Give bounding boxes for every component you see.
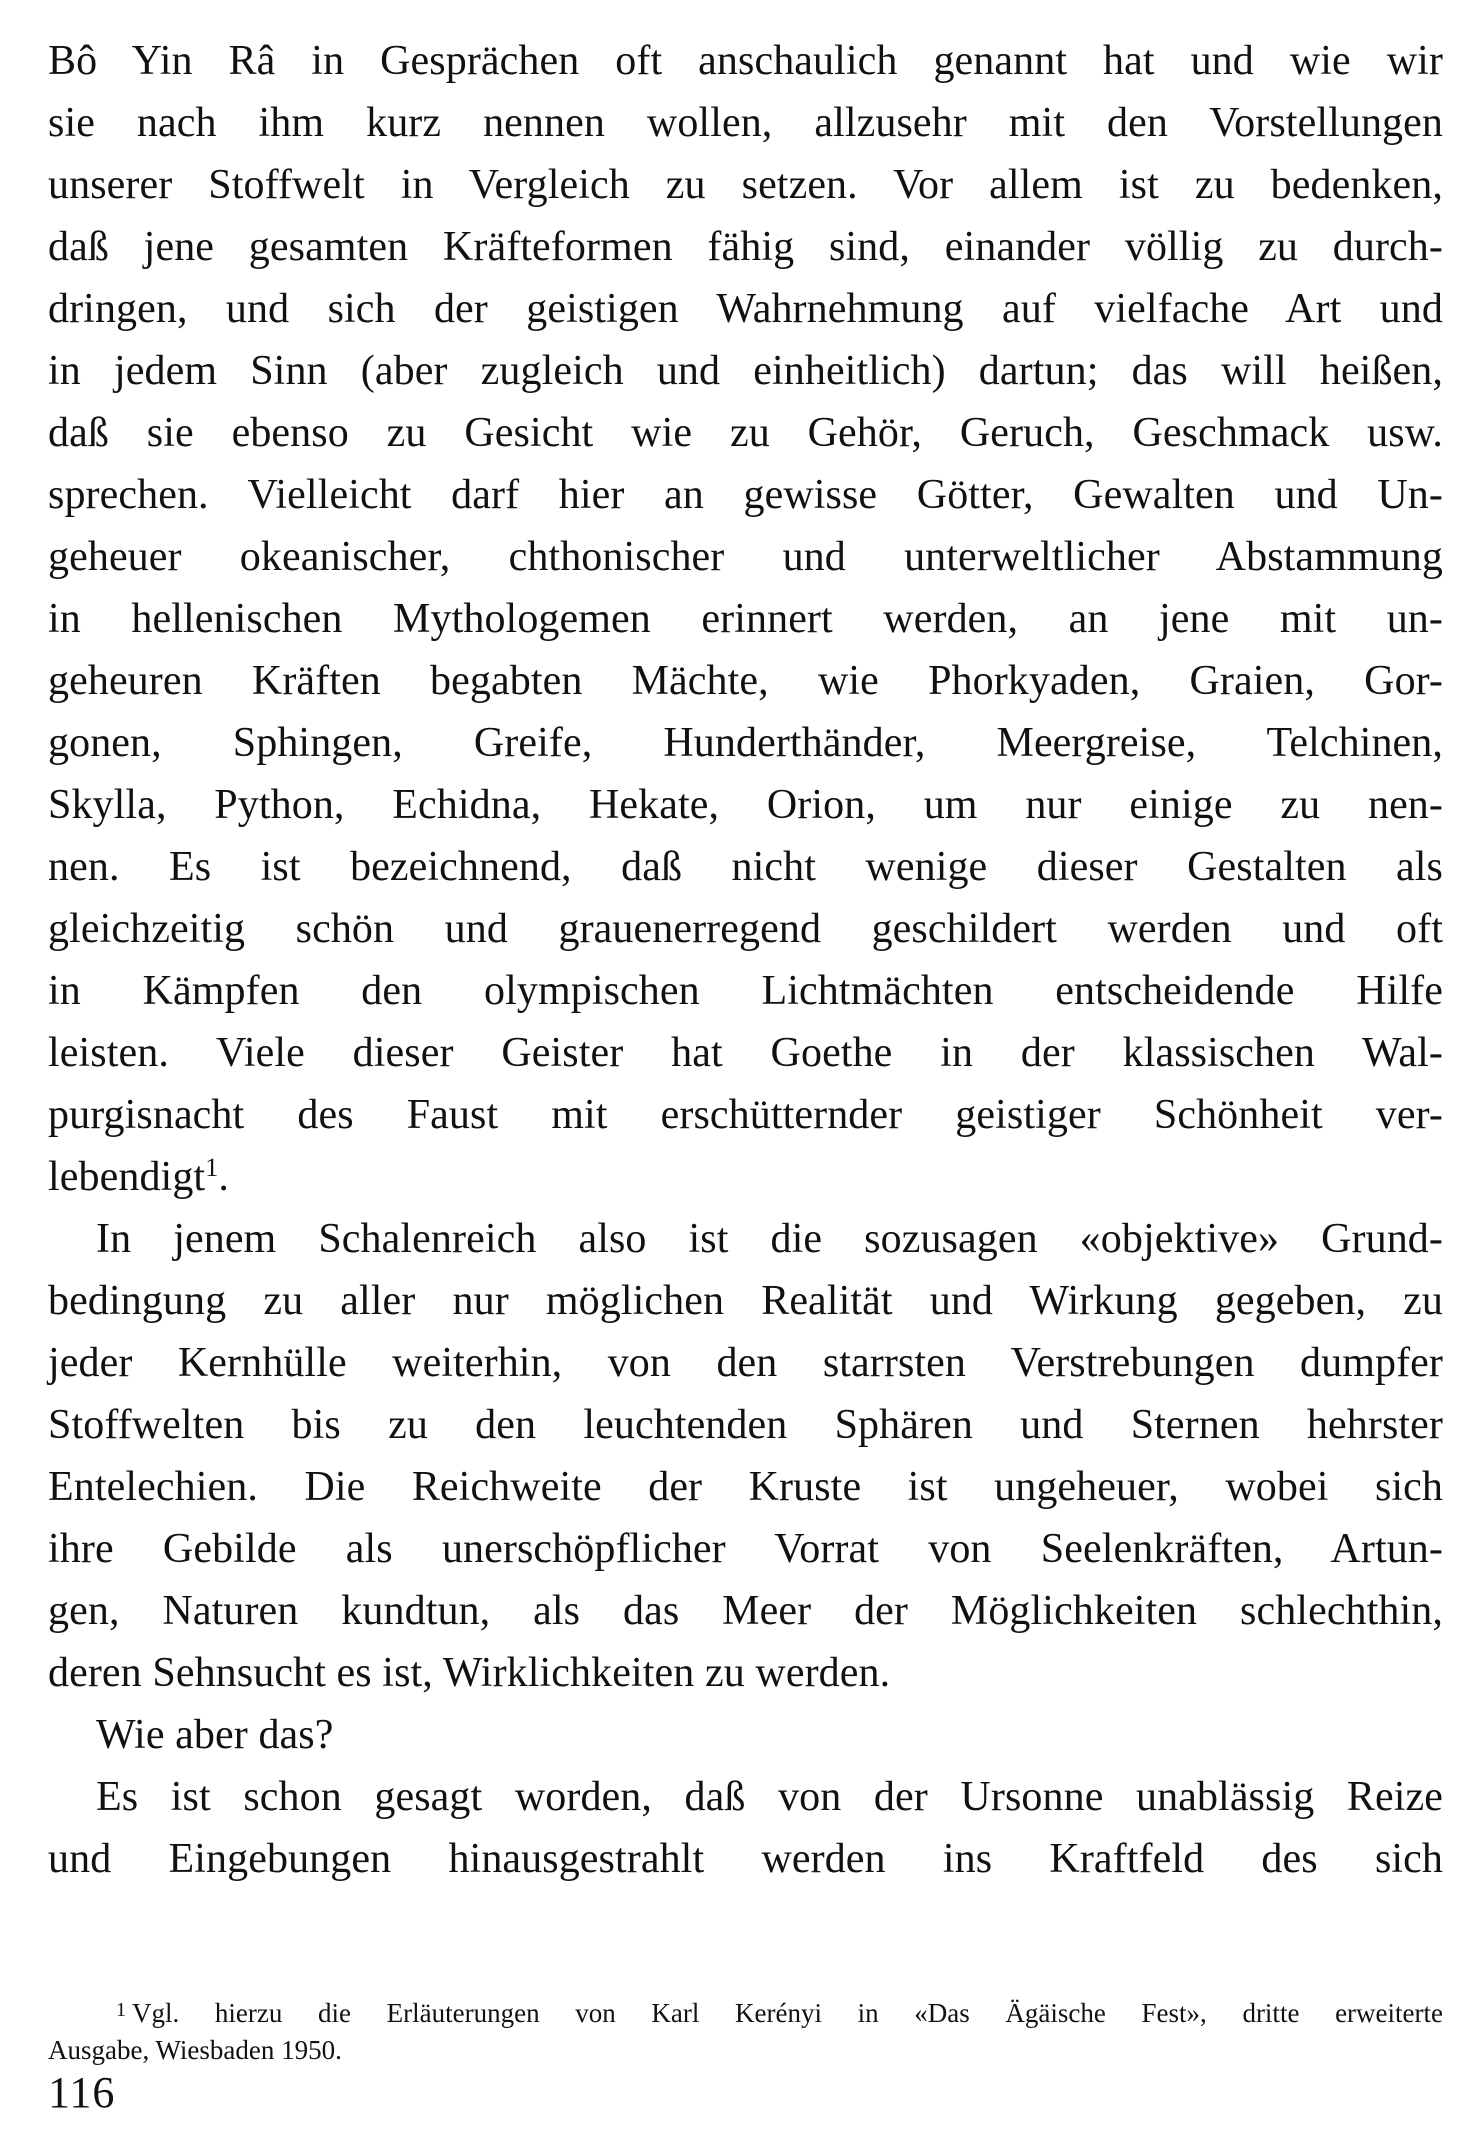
paragraph-3 xyxy=(48,1704,1443,1766)
text-line: geheuer okeanischer, chthonischer und unterweltlicher Abstammung xyxy=(48,534,1443,580)
paragraph-4 xyxy=(48,1766,1443,1890)
text-segment: . xyxy=(218,1154,229,1200)
text-line: in jedem Sinn (aber zugleich und einheitlich) dartun; das will heißen, xyxy=(48,348,1443,394)
text-line: sprechen. Vielleicht darf hier an gewisse Götter, Gewalten und Un- xyxy=(48,472,1443,518)
text-line: jeder Kernhülle weiterhin, von den starrsten Verstrebungen dumpfer xyxy=(48,1340,1443,1386)
text-line: deren Sehnsucht es ist, Wirklichkeiten zu werden. xyxy=(48,1650,891,1696)
footnote-text: Vgl. hierzu die Erläuterungen von Karl Kerényi in «Das Ägäische Fest», dritte erweiterte xyxy=(132,1998,1443,2028)
book-page xyxy=(48,30,1443,2120)
page-number: 116 xyxy=(48,2068,116,2117)
text-line: gen, Naturen kundtun, als das Meer der Möglichkeiten schlechthin, xyxy=(48,1588,1443,1634)
text-line: nen. Es ist bezeichnend, daß nicht wenige dieser Gestalten als xyxy=(48,844,1443,890)
text-line: leisten. Viele dieser Geister hat Goethe in der klassischen Wal- xyxy=(48,1030,1443,1076)
paragraph-2 xyxy=(48,1208,1443,1704)
text-segment: lebendigt xyxy=(48,1154,206,1200)
text-line: geheuren Kräften begabten Mächte, wie Phorkyaden, Graien, Gor- xyxy=(48,658,1443,704)
text-line xyxy=(48,1146,1443,1208)
text-line: bedingung zu aller nur möglichen Realität und Wirkung gegeben, zu xyxy=(48,1278,1443,1324)
text-line: gleichzeitig schön und grauenerregend geschildert werden und oft xyxy=(48,906,1443,952)
text-line: sie nach ihm kurz nennen wollen, allzusehr mit den Vorstellungen xyxy=(48,100,1443,146)
text-line: gonen, Sphingen, Greife, Hunderthänder, Meergreise, Telchinen, xyxy=(48,720,1443,766)
text-line: dringen, und sich der geistigen Wahrnehmung auf vielfache Art und xyxy=(48,286,1443,332)
text-line: in hellenischen Mythologemen erinnert werden, an jene mit un- xyxy=(48,596,1443,642)
text-line: In jenem Schalenreich also ist die sozusagen «objektive» Grund- xyxy=(96,1216,1443,1262)
text-line: daß sie ebenso zu Gesicht wie zu Gehör, Geruch, Geschmack usw. xyxy=(48,410,1443,456)
text-line: Es ist schon gesagt worden, daß von der Ursonne unablässig Reize xyxy=(96,1774,1443,1820)
text-line: purgisnacht des Faust mit erschütternder geistiger Schönheit ver- xyxy=(48,1092,1443,1138)
text-line: und Eingebungen hinausgestrahlt werden ins Kraftfeld des sich xyxy=(48,1836,1443,1882)
footnote-line: Ausgabe, Wiesbaden 1950. xyxy=(48,2035,342,2065)
footnote-line xyxy=(48,1990,1443,2030)
text-line: Wie aber das? xyxy=(96,1712,334,1758)
text-line: Bô Yin Râ in Gesprächen oft anschaulich genannt hat und wie wir xyxy=(48,38,1443,84)
body-text xyxy=(48,30,1443,1890)
text-line: unserer Stoffwelt in Vergleich zu setzen. Vor allem ist zu bedenken, xyxy=(48,162,1443,208)
paragraph-1 xyxy=(48,30,1443,1208)
footnote-mark: 1 xyxy=(116,1999,126,2021)
footnote-reference[interactable]: 1 xyxy=(205,1153,219,1182)
text-line: Entelechien. Die Reichweite der Kruste ist ungeheuer, wobei sich xyxy=(48,1464,1443,1510)
text-line: ihre Gebilde als unerschöpflicher Vorrat von Seelenkräften, Artun- xyxy=(48,1526,1443,1572)
text-line: in Kämpfen den olympischen Lichtmächten entscheidende Hilfe xyxy=(48,968,1443,1014)
footnote xyxy=(48,1990,1443,2070)
text-line: daß jene gesamten Kräfteformen fähig sind, einander völlig zu durch- xyxy=(48,224,1443,270)
text-line: Stoffwelten bis zu den leuchtenden Sphären und Sternen hehrster xyxy=(48,1402,1443,1448)
text-line: Skylla, Python, Echidna, Hekate, Orion, um nur einige zu nen- xyxy=(48,782,1443,828)
